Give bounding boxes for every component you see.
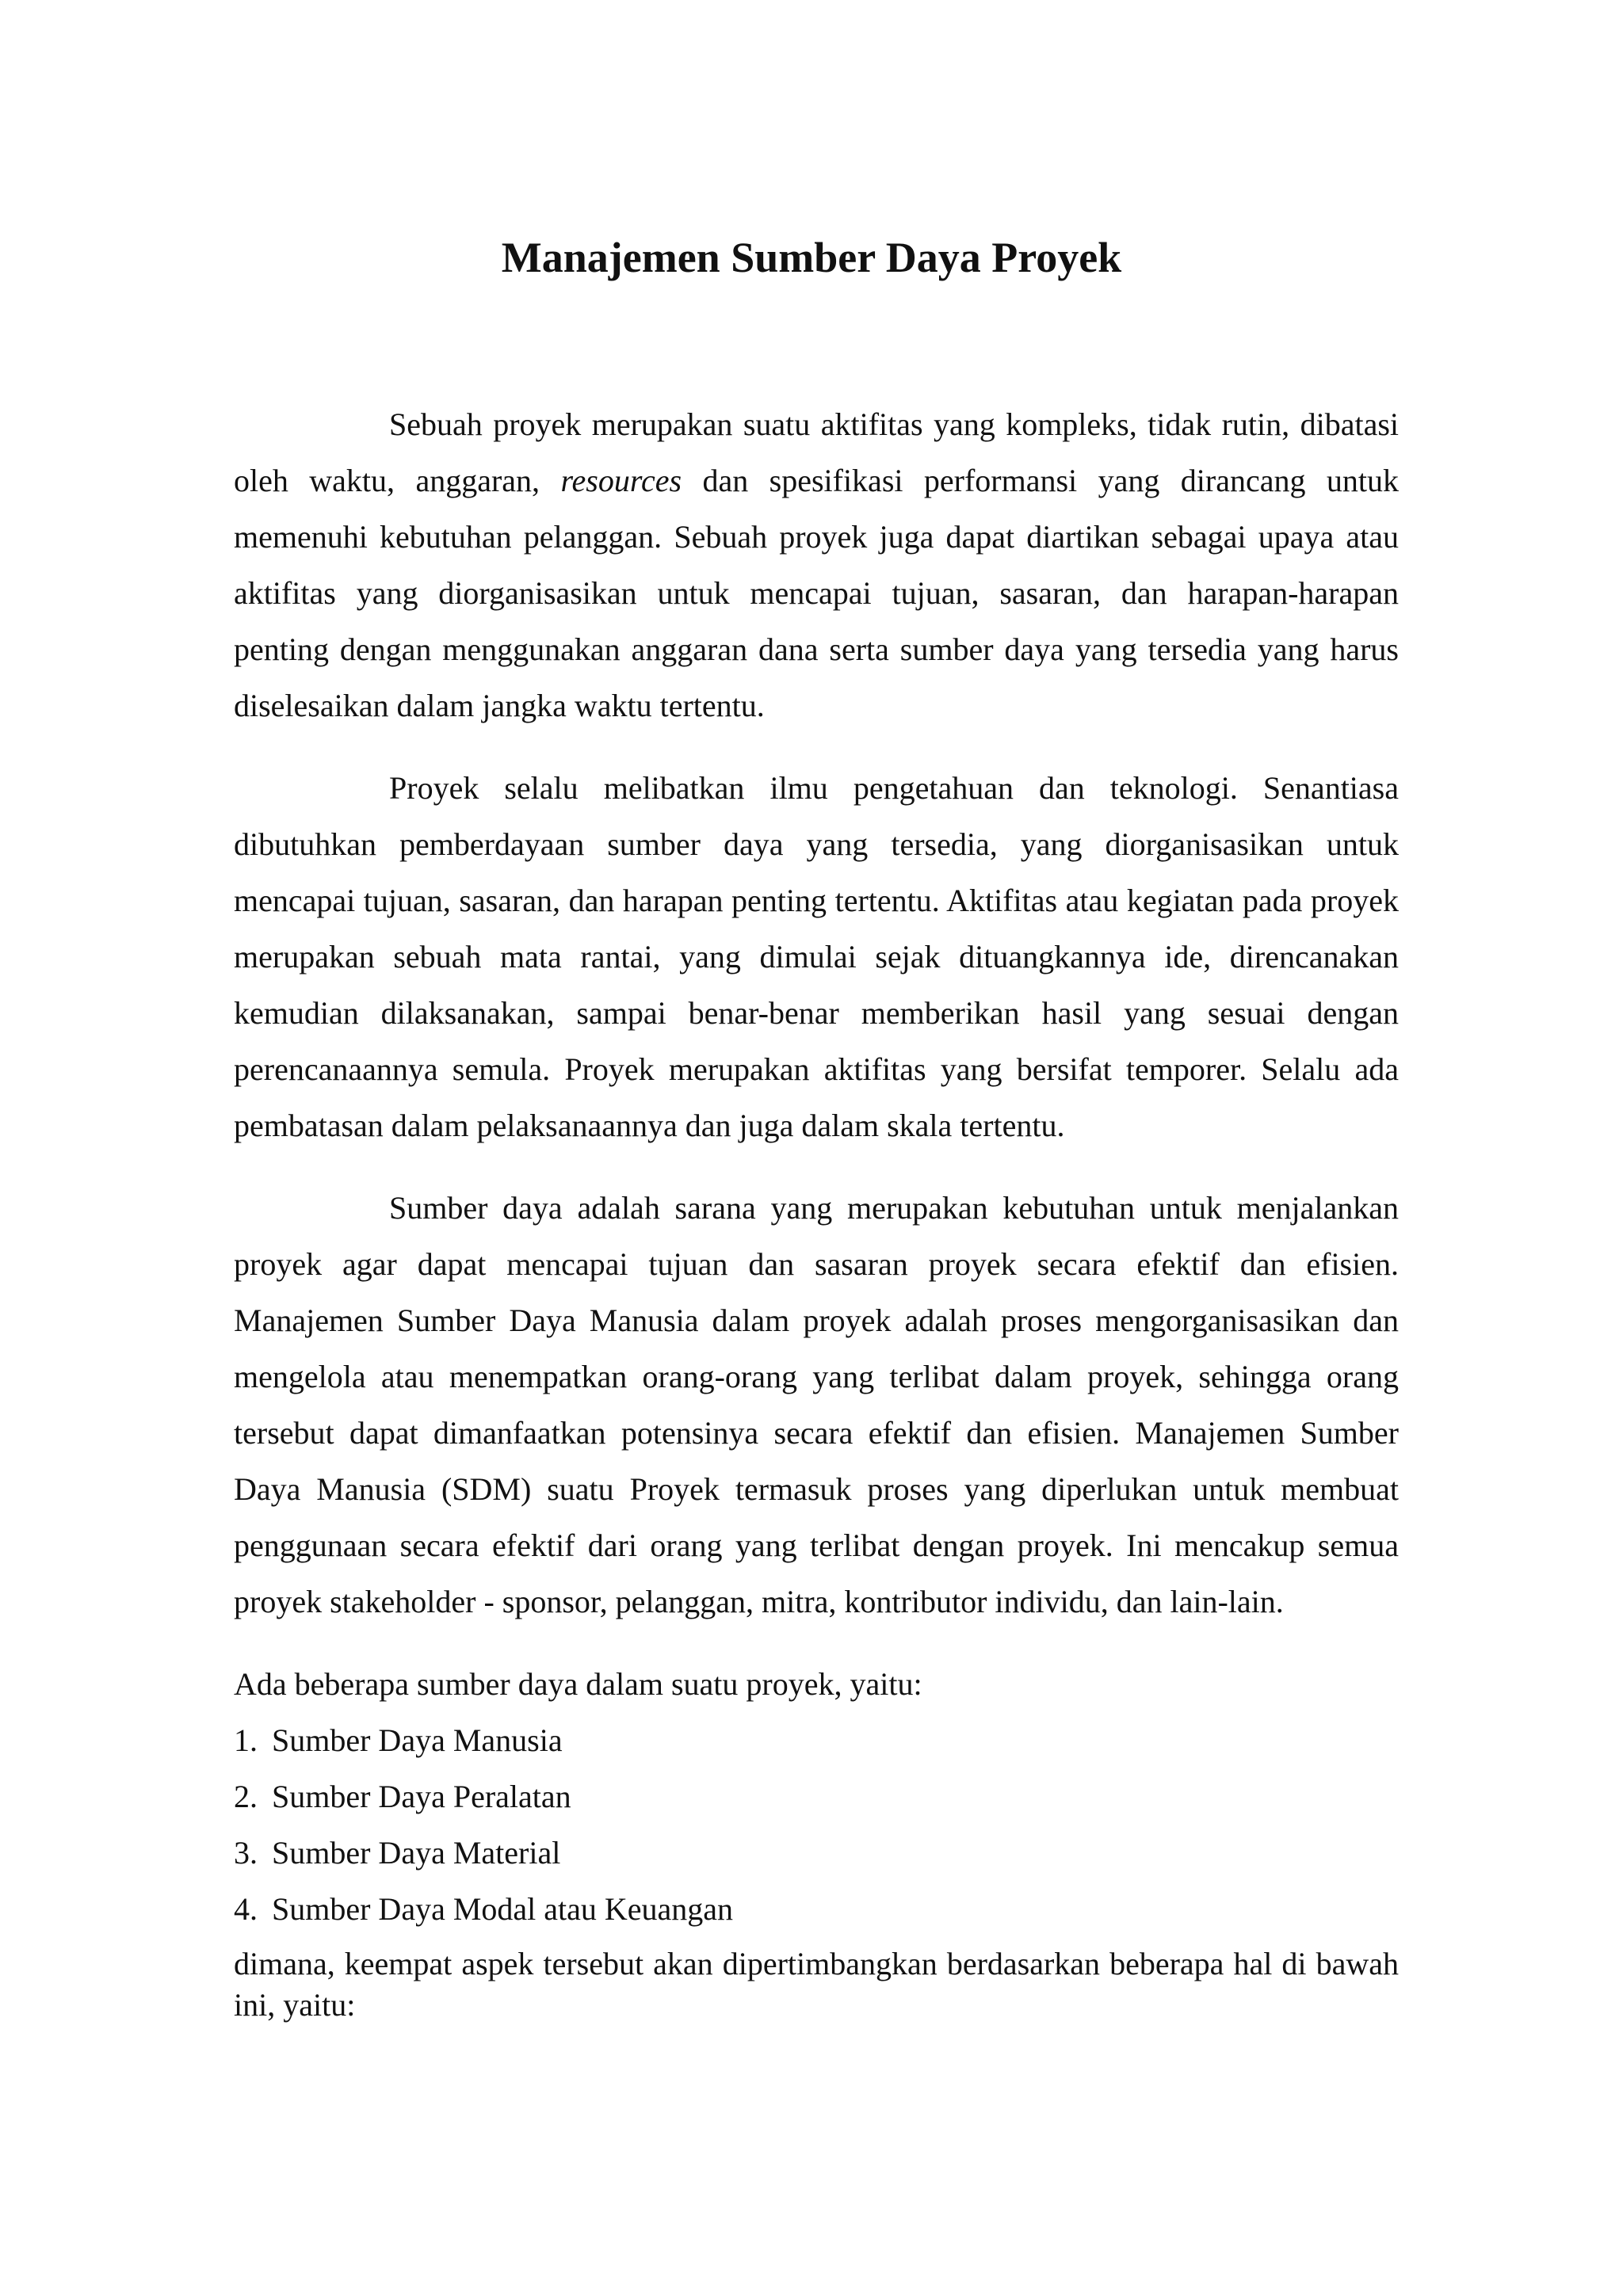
resource-list	[234, 1712, 1399, 1937]
paragraph-1-text-start: Sebuah proyek merupakan suatu aktifitas yang kompleks, tidak rutin, dibatasi oleh waktu, anggaran,	[234, 406, 1399, 498]
closing-paragraph: dimana, keempat aspek tersebut akan dipertimbangkan berdasarkan beberapa hal di bawah ini, yaitu:	[234, 1946, 1399, 2023]
list-item	[234, 1825, 1399, 1881]
list-item-number: 3.	[234, 1835, 258, 1871]
list-item-number: 2.	[234, 1779, 258, 1814]
paragraph-project-definition	[234, 396, 1399, 734]
document-title: Manajemen Sumber Daya Proyek	[501, 234, 1122, 281]
list-item-text: Sumber Daya Peralatan	[272, 1779, 571, 1814]
list-intro: Ada beberapa sumber daya dalam suatu proyek, yaitu:	[234, 1666, 922, 1702]
list-item-text: Sumber Daya Material	[272, 1835, 561, 1871]
paragraph-project-knowledge: Proyek selalu melibatkan ilmu pengetahuan dan teknologi. Senantiasa dibutuhkan pemberdayaan sumber daya yang tersedia, yang diorganisasikan untuk mencapai tujuan, sasaran, dan harapan penting tertentu. Aktifitas atau kegiatan pada proyek merupakan sebuah mata rantai, yang dimulai sejak dituangkannya ide, direncanakan kemudian dilaksanakan, sampai benar-benar memberikan hasil yang sesuai dengan perencanaannya semula. Proyek merupakan aktifitas yang bersifat temporer. Selalu ada pembatasan dalam pelaksanaannya dan juga dalam skala tertentu.	[234, 770, 1399, 1143]
list-item	[234, 1881, 1399, 1937]
document-body	[234, 396, 1399, 2052]
list-item-number: 4.	[234, 1891, 258, 1927]
paragraph-resources: Sumber daya adalah sarana yang merupakan kebutuhan untuk menjalankan proyek agar dapat mencapai tujuan dan sasaran proyek secara efektif dan efisien. Manajemen Sumber Daya Manusia dalam proyek adalah proses mengorganisasikan dan mengelola atau menempatkan orang-orang yang terlibat dalam proyek, sehingga orang tersebut dapat dimanfaatkan potensinya secara efektif dan efisien. Manajemen Sumber Daya Manusia (SDM) suatu Proyek termasuk proses yang diperlukan untuk membuat penggunaan secara efektif dari orang yang terlibat dengan proyek. Ini mencakup semua proyek stakeholder - sponsor, pelanggan, mitra, kontributor individu, dan lain-lain.	[234, 1190, 1399, 1619]
paragraph-1-text-end: dan spesifikasi performansi yang dirancang untuk memenuhi kebutuhan pelanggan. Sebuah proyek juga dapat diartikan sebagai upaya atau aktifitas yang diorganisasikan untuk mencapai tujuan, sasaran, dan harapan-harapan penting dengan menggunakan anggaran dana serta sumber daya yang tersedia yang harus diselesaikan dalam jangka waktu tertentu.	[234, 463, 1399, 723]
paragraph-1-italic-term: resources	[560, 463, 682, 498]
list-item	[234, 1768, 1399, 1825]
list-item-text: Sumber Daya Modal atau Keuangan	[272, 1891, 734, 1927]
list-item	[234, 1712, 1399, 1768]
list-item-number: 1.	[234, 1722, 258, 1758]
list-item-text: Sumber Daya Manusia	[272, 1722, 563, 1758]
